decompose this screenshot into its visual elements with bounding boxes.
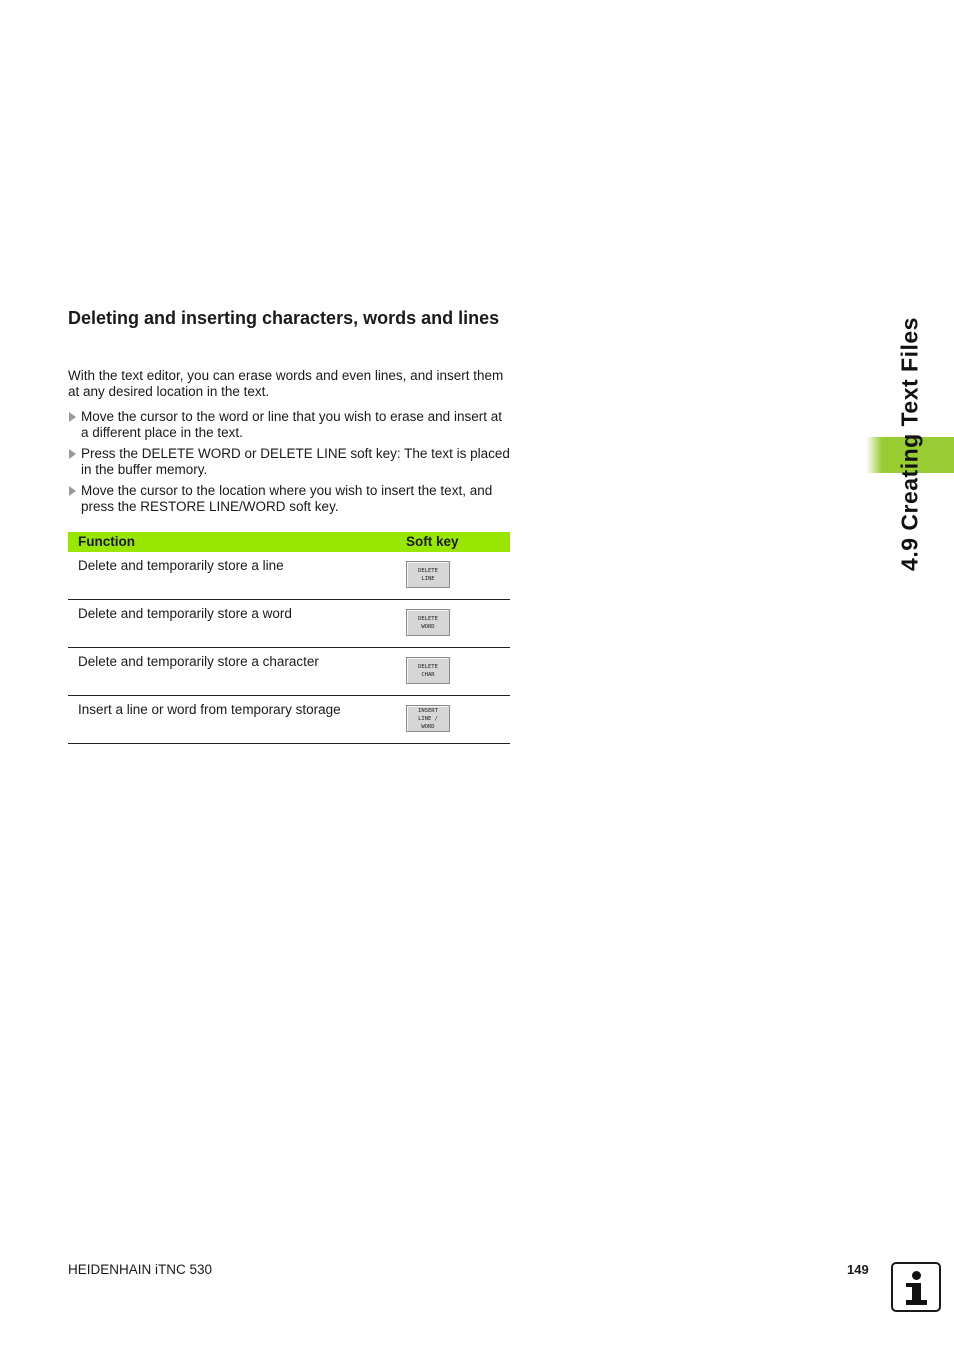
function-cell: Delete and temporarily store a character: [78, 654, 319, 669]
intro-paragraph: With the text editor, you can erase words and even lines, and insert them at any desired location in the text.: [68, 368, 504, 399]
table-header: [68, 532, 510, 552]
softkey-label-line: DELETE: [418, 663, 438, 670]
header-softkey: Soft key: [406, 534, 459, 549]
info-icon: [891, 1262, 941, 1312]
list-item: [68, 483, 512, 515]
softkey-label-line: INSERT: [418, 707, 438, 714]
insert-line-word-softkey: [406, 705, 450, 732]
page-number: 149: [847, 1262, 869, 1277]
table-row: [68, 552, 510, 600]
delete-char-softkey: [406, 657, 450, 684]
softkey-label-line: LINE: [421, 575, 435, 582]
table-row: [68, 696, 510, 744]
delete-line-softkey: [406, 561, 450, 588]
softkey-label-line: WORD: [421, 723, 435, 730]
softkey-label-line: WORD: [421, 623, 435, 630]
step-text: Move the cursor to the word or line that you wish to erase and insert at a different place in the text.: [81, 409, 502, 440]
triangle-bullet-icon: [69, 486, 76, 496]
table-row: [68, 600, 510, 648]
table-row: [68, 648, 510, 696]
section-heading: Deleting and inserting characters, words and lines: [68, 308, 500, 328]
softkey-label-line: LINE /: [418, 715, 438, 722]
triangle-bullet-icon: [69, 449, 76, 459]
steps-list: [68, 409, 512, 520]
softkey-label-line: CHAR: [421, 671, 435, 678]
function-cell: Delete and temporarily store a word: [78, 606, 292, 621]
softkey-label-line: DELETE: [418, 615, 438, 622]
function-cell: Insert a line or word from temporary storage: [78, 702, 341, 717]
list-item: [68, 446, 512, 478]
step-text: Move the cursor to the location where you wish to insert the text, and press the RESTORE LINE/WORD soft key.: [81, 483, 493, 514]
function-cell: Delete and temporarily store a line: [78, 558, 284, 573]
softkey-table: [68, 532, 510, 744]
step-text: Press the DELETE WORD or DELETE LINE soft key: The text is placed in the buffer memory.: [81, 446, 510, 477]
triangle-bullet-icon: [69, 412, 76, 422]
footer-manual-name: HEIDENHAIN iTNC 530: [68, 1262, 213, 1277]
chapter-title: 4.9 Creating Text Files: [896, 317, 923, 571]
header-function: Function: [78, 534, 135, 549]
softkey-label-line: DELETE: [418, 567, 438, 574]
list-item: [68, 409, 512, 441]
delete-word-softkey: [406, 609, 450, 636]
